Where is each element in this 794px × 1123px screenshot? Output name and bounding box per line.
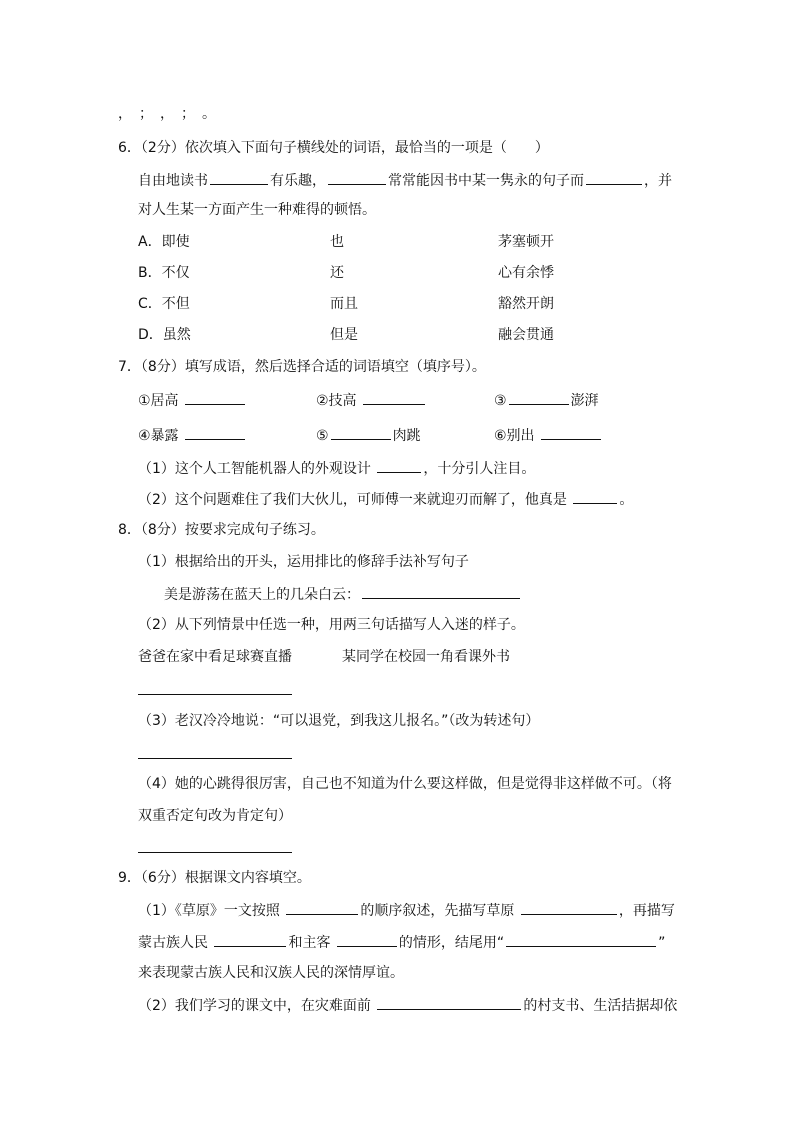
q8-scene-b: 某同学在校园一角看课外书 [342,649,510,665]
q9-part1-line2: 蒙古族人民 和主客 的情形，结尾用“ ” [138,932,665,952]
q7-part1: （1）这个人工智能机器人的外观设计 ，十分引人注目。 [138,458,535,478]
idiom-2-blank[interactable] [363,390,425,405]
q7-part2: （2）这个问题难住了我们大伙儿，可师傅一来就迎刃而解了，他真是 。 [138,489,633,509]
idiom-1-blank[interactable] [185,390,245,405]
q9-blank-grassland[interactable] [521,900,617,915]
top-punctuation: ，；，；。 [118,106,230,122]
q8-part3-answer-line[interactable] [138,758,292,759]
q8-part2: （2）从下列情景中任选一种，用两三句话描写人入迷的样子。 [138,617,525,633]
idiom-6-blank[interactable] [541,425,601,440]
q7-part1-blank[interactable] [377,458,421,473]
option-d-word1: D．虽然 [138,327,191,343]
option-a-word3: 茅塞顿开 [498,234,554,250]
q8-scene-a: 爸爸在家中看足球赛直播 [138,649,292,665]
idiom-3: ③ 澎湃 [494,390,599,410]
idiom-1: ①居高 [138,390,247,410]
q7-heading: 7．（8分）填写成语，然后选择合适的词语填空（填序号）。 [118,359,486,375]
q9-blank-secretary[interactable] [377,995,521,1010]
option-b-word2: 还 [330,265,344,281]
q9-part1-line1: （1）《草原》一文按照 的顺序叙述，先描写草原 ，再描写 [138,900,675,920]
q8-part4-answer-line[interactable] [138,852,292,853]
q9-blank-ending[interactable] [506,932,656,947]
idiom-2: ②技高 [316,390,427,410]
q9-part1-line3: 来表现蒙古族人民和汉族人民的深情厚谊。 [138,965,404,981]
q9-blank-people[interactable] [214,932,286,947]
q9-part2-line1: （2）我们学习的课文中，在灾难面前 的村支书、生活拮据却依 [138,995,677,1015]
q8-part3: （3）老汉冷冷地说：“可以退党，到我这儿报名。”（改为转述句） [138,713,540,729]
option-b-word1: B．不仅 [138,265,190,281]
idiom-5: ⑤ 肉跳 [316,425,421,445]
option-c-word3: 豁然开朗 [498,296,554,312]
option-c-word1: C．不但 [138,296,190,312]
q7-part2-blank[interactable] [573,489,617,504]
q6-heading: 6．（2分）依次填入下面句子横线处的词语，最恰当的一项是（ ） [118,140,549,156]
q6-sentence-line1: 自由地读书 有乐趣， 常常能因书中某一隽永的句子而 ，并 [138,170,672,190]
q6-blank-3[interactable] [586,170,642,185]
q8-part1: （1）根据给出的开头，运用排比的修辞手法补写句子 [138,554,469,570]
idiom-4: ④暴露 [138,425,247,445]
option-a-word2: 也 [330,234,344,250]
q8-part1-sentence: 美是游荡在蓝天上的几朵白云： [164,584,522,604]
q9-heading: 9．（6分）根据课文内容填空。 [118,870,311,886]
q8-part1-blank[interactable] [362,584,520,599]
option-d-word3: 融会贯通 [498,327,554,343]
q9-blank-order[interactable] [286,900,358,915]
idiom-6: ⑥别出 [494,425,603,445]
option-a-word1: A．即使 [138,234,190,250]
option-b-word3: 心有余悸 [498,265,554,281]
idiom-5-blank[interactable] [331,425,391,440]
idiom-4-blank[interactable] [185,425,245,440]
option-d-word2: 但是 [330,327,358,343]
q6-sentence-line2: 对人生某一方面产生一种难得的顿悟。 [138,202,376,218]
q8-part2-answer-line[interactable] [138,694,292,695]
q6-blank-1[interactable] [210,170,268,185]
idiom-3-blank[interactable] [509,390,569,405]
q9-blank-host-guest[interactable] [337,932,397,947]
q8-heading: 8．（8分）按要求完成句子练习。 [118,522,325,538]
option-c-word2: 而且 [330,296,358,312]
q8-part4-line2: 双重否定句改为肯定句） [138,808,292,824]
q6-blank-2[interactable] [328,170,386,185]
q8-part4-line1: （4）她的心跳得很厉害，自己也不知道为什么要这样做，但是觉得非这样做不可。（将 [138,776,672,792]
